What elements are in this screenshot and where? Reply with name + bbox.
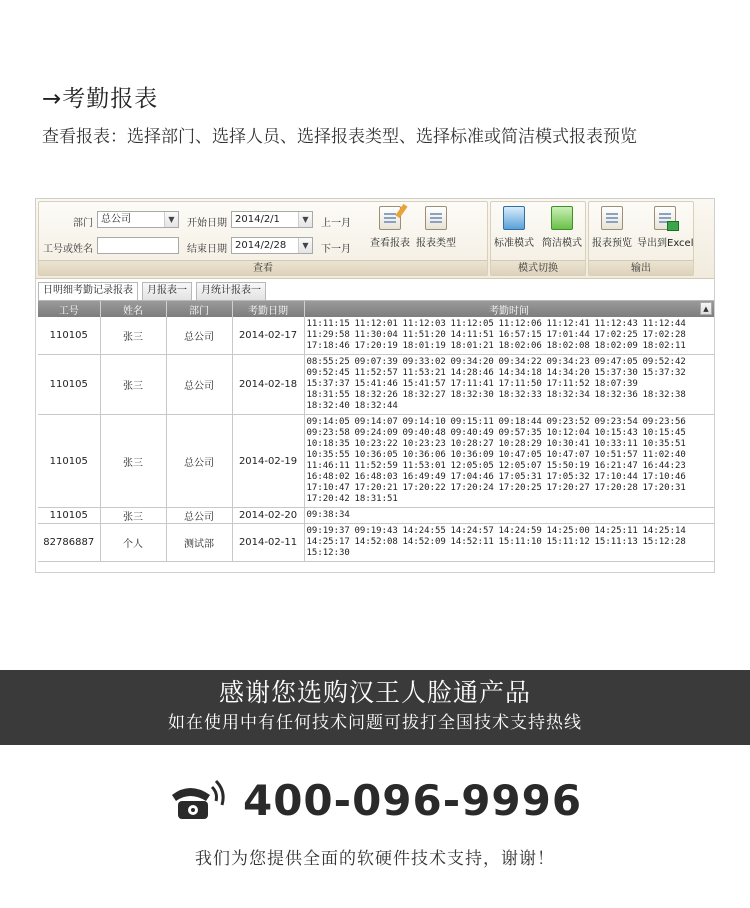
cell-name: 张三 bbox=[100, 415, 166, 508]
time-value: 15:37:37 bbox=[306, 379, 350, 389]
time-value: 18:01:19 bbox=[402, 341, 446, 351]
time-value: 14:52:11 bbox=[450, 537, 494, 547]
report-edit-icon bbox=[379, 206, 401, 230]
time-value: 16:48:02 bbox=[306, 472, 350, 482]
time-value: 10:36:05 bbox=[354, 450, 398, 460]
time-value: 11:53:01 bbox=[402, 461, 446, 471]
time-line bbox=[307, 368, 712, 379]
start-date-picker[interactable] bbox=[231, 211, 313, 228]
department-select[interactable] bbox=[97, 211, 179, 228]
time-line bbox=[307, 450, 712, 461]
time-value: 14:25:17 bbox=[306, 537, 350, 547]
export-excel-label: 导出到Excel bbox=[637, 238, 694, 249]
time-value: 17:20:42 bbox=[306, 494, 350, 504]
time-value: 18:32:36 bbox=[594, 390, 638, 400]
tab-monthly-stats[interactable]: 月统计报表一 bbox=[196, 282, 266, 300]
time-value: 09:23:52 bbox=[546, 417, 590, 427]
banner-title: 感谢您选购汉王人脸通产品 bbox=[218, 678, 531, 707]
department-label: 部门 bbox=[73, 218, 93, 229]
sheet-icon bbox=[551, 206, 573, 230]
time-value: 18:32:38 bbox=[642, 390, 686, 400]
time-value: 09:18:44 bbox=[498, 417, 542, 427]
time-value: 09:38:34 bbox=[306, 510, 350, 520]
time-value: 10:12:04 bbox=[546, 428, 590, 438]
cell-date: 2014-02-17 bbox=[232, 317, 304, 355]
time-line bbox=[307, 461, 712, 472]
id-or-name-label: 工号或姓名 bbox=[43, 244, 93, 255]
time-line bbox=[307, 526, 712, 537]
standard-mode-label: 标准模式 bbox=[494, 238, 534, 249]
time-value: 14:28:46 bbox=[450, 368, 494, 378]
page-description: 查看报表：选择部门、选择人员、选择报表类型、选择标准或简洁模式报表预览 bbox=[42, 127, 637, 147]
time-value: 17:10:47 bbox=[306, 483, 350, 493]
column-header-times[interactable]: 考勤时间 bbox=[304, 301, 714, 317]
table-row[interactable] bbox=[38, 415, 714, 508]
table-row[interactable] bbox=[38, 317, 714, 355]
cell-date: 2014-02-11 bbox=[232, 524, 304, 562]
time-line bbox=[307, 401, 712, 412]
chevron-down-icon: ▼ bbox=[298, 212, 312, 227]
end-date-value: 2014/2/28 bbox=[235, 240, 287, 251]
report-type-button[interactable] bbox=[413, 206, 459, 258]
cell-name: 张三 bbox=[100, 508, 166, 524]
view-report-label: 查看报表 bbox=[370, 238, 410, 249]
time-value: 09:34:20 bbox=[450, 357, 494, 367]
time-value: 18:31:55 bbox=[306, 390, 350, 400]
time-value: 10:36:06 bbox=[402, 450, 446, 460]
time-line bbox=[307, 472, 712, 483]
column-header-department[interactable]: 部门 bbox=[166, 301, 232, 317]
time-value: 14:11:51 bbox=[450, 330, 494, 340]
time-line bbox=[307, 494, 712, 505]
time-value: 11:12:05 bbox=[450, 319, 494, 329]
time-value: 17:20:24 bbox=[450, 483, 494, 493]
time-value: 17:05:31 bbox=[498, 472, 542, 482]
column-header-name[interactable]: 姓名 bbox=[100, 301, 166, 317]
time-value: 14:24:59 bbox=[498, 526, 542, 536]
time-value: 10:28:29 bbox=[498, 439, 542, 449]
start-date-value: 2014/2/1 bbox=[235, 214, 280, 225]
time-value: 12:05:07 bbox=[498, 461, 542, 471]
cell-date: 2014-02-20 bbox=[232, 508, 304, 524]
time-value: 17:01:44 bbox=[546, 330, 590, 340]
time-value: 17:20:27 bbox=[546, 483, 590, 493]
time-value: 11:51:20 bbox=[402, 330, 446, 340]
table-row[interactable] bbox=[38, 355, 714, 415]
cell-id: 110105 bbox=[38, 317, 100, 355]
time-value: 15:41:57 bbox=[402, 379, 446, 389]
time-value: 17:20:21 bbox=[354, 483, 398, 493]
time-value: 14:24:55 bbox=[402, 526, 446, 536]
time-value: 17:05:32 bbox=[546, 472, 590, 482]
time-value: 10:35:55 bbox=[306, 450, 350, 460]
time-value: 14:25:00 bbox=[546, 526, 590, 536]
time-value: 18:31:51 bbox=[354, 494, 398, 504]
report-type-icon bbox=[425, 206, 447, 230]
time-value: 18:32:34 bbox=[546, 390, 590, 400]
time-value: 17:20:19 bbox=[354, 341, 398, 351]
view-group-label: 查看 bbox=[39, 260, 487, 275]
cell-date: 2014-02-19 bbox=[232, 415, 304, 508]
time-value: 09:14:05 bbox=[306, 417, 350, 427]
time-value: 10:51:57 bbox=[594, 450, 638, 460]
time-value: 08:55:25 bbox=[306, 357, 350, 367]
time-line bbox=[307, 319, 712, 330]
time-line bbox=[307, 428, 712, 439]
output-group-label: 输出 bbox=[589, 260, 693, 275]
time-value: 09:33:02 bbox=[402, 357, 446, 367]
time-value: 15:11:10 bbox=[498, 537, 542, 547]
time-line bbox=[307, 548, 712, 559]
time-line bbox=[307, 390, 712, 401]
column-header-date[interactable]: 考勤日期 bbox=[232, 301, 304, 317]
mode-group bbox=[490, 201, 586, 276]
start-date-label: 开始日期 bbox=[187, 218, 227, 229]
time-value: 10:23:22 bbox=[354, 439, 398, 449]
export-icon bbox=[654, 206, 676, 230]
time-value: 10:28:27 bbox=[450, 439, 494, 449]
scroll-up-arrow[interactable]: ▲ bbox=[700, 302, 712, 315]
time-value: 09:52:45 bbox=[306, 368, 350, 378]
time-value: 09:57:35 bbox=[498, 428, 542, 438]
time-line bbox=[307, 537, 712, 548]
time-value: 17:20:28 bbox=[594, 483, 638, 493]
time-value: 11:12:06 bbox=[498, 319, 542, 329]
time-value: 15:37:30 bbox=[594, 368, 638, 378]
time-value: 09:52:42 bbox=[642, 357, 686, 367]
time-value: 15:41:46 bbox=[354, 379, 398, 389]
time-value: 11:12:01 bbox=[354, 319, 398, 329]
time-value: 17:18:46 bbox=[306, 341, 350, 351]
time-value: 17:10:46 bbox=[642, 472, 686, 482]
time-value: 12:05:05 bbox=[450, 461, 494, 471]
time-value: 14:25:11 bbox=[594, 526, 638, 536]
preview-icon bbox=[601, 206, 623, 230]
time-value: 16:21:47 bbox=[594, 461, 638, 471]
table-row[interactable] bbox=[38, 508, 714, 524]
time-value: 18:32:27 bbox=[402, 390, 446, 400]
time-line bbox=[307, 510, 712, 521]
time-value: 16:49:49 bbox=[402, 472, 446, 482]
time-value: 15:11:12 bbox=[546, 537, 590, 547]
time-value: 10:30:41 bbox=[546, 439, 590, 449]
cell-id: 110105 bbox=[38, 508, 100, 524]
time-value: 17:11:41 bbox=[450, 379, 494, 389]
ribbon-toolbar bbox=[36, 199, 714, 279]
cell-name: 张三 bbox=[100, 355, 166, 415]
cell-times bbox=[304, 508, 714, 524]
time-value: 09:24:09 bbox=[354, 428, 398, 438]
time-value: 17:20:31 bbox=[642, 483, 686, 493]
time-value: 09:40:49 bbox=[450, 428, 494, 438]
end-date-label: 结束日期 bbox=[187, 244, 227, 255]
report-type-label: 报表类型 bbox=[416, 238, 456, 249]
time-value: 16:48:03 bbox=[354, 472, 398, 482]
time-value: 14:52:09 bbox=[402, 537, 446, 547]
time-value: 09:34:23 bbox=[546, 357, 590, 367]
time-value: 11:52:59 bbox=[354, 461, 398, 471]
time-value: 17:11:52 bbox=[546, 379, 590, 389]
cell-times bbox=[304, 317, 714, 355]
time-value: 11:30:04 bbox=[354, 330, 398, 340]
cell-department: 总公司 bbox=[166, 415, 232, 508]
banner-subtitle: 如在使用中有任何技术问题可拔打全国技术支持热线 bbox=[168, 713, 582, 733]
report-preview-label: 报表预览 bbox=[592, 238, 632, 249]
view-group bbox=[38, 201, 488, 276]
chevron-down-icon: ▼ bbox=[164, 212, 178, 227]
time-value: 10:47:07 bbox=[546, 450, 590, 460]
time-value: 11:11:15 bbox=[306, 319, 350, 329]
time-value: 11:46:11 bbox=[306, 461, 350, 471]
telephone-icon bbox=[168, 777, 226, 825]
time-value: 11:02:40 bbox=[642, 450, 686, 460]
time-value: 14:34:20 bbox=[546, 368, 590, 378]
cell-department: 总公司 bbox=[166, 355, 232, 415]
time-value: 10:33:11 bbox=[594, 439, 638, 449]
page-heading: →考勤报表 bbox=[42, 86, 159, 112]
time-value: 18:02:09 bbox=[594, 341, 638, 351]
time-value: 11:12:03 bbox=[402, 319, 446, 329]
time-value: 18:01:21 bbox=[450, 341, 494, 351]
time-value: 17:02:28 bbox=[642, 330, 686, 340]
table-icon bbox=[503, 206, 525, 230]
time-value: 09:23:56 bbox=[642, 417, 686, 427]
tab-monthly-report[interactable]: 月报表一 bbox=[142, 282, 192, 300]
hotline-number: 400-096-9996 bbox=[242, 776, 583, 825]
chevron-down-icon: ▼ bbox=[298, 238, 312, 253]
cell-id: 110105 bbox=[38, 355, 100, 415]
time-line bbox=[307, 483, 712, 494]
time-value: 18:32:33 bbox=[498, 390, 542, 400]
time-value: 10:23:23 bbox=[402, 439, 446, 449]
support-footer: 我们为您提供全面的软硬件技术支持，谢谢！ bbox=[195, 849, 555, 869]
time-value: 17:20:25 bbox=[498, 483, 542, 493]
time-value: 15:50:19 bbox=[546, 461, 590, 471]
time-value: 09:23:54 bbox=[594, 417, 638, 427]
time-value: 10:47:05 bbox=[498, 450, 542, 460]
time-value: 09:15:11 bbox=[450, 417, 494, 427]
time-value: 09:34:22 bbox=[498, 357, 542, 367]
department-value: 总公司 bbox=[101, 214, 131, 225]
time-value: 17:10:44 bbox=[594, 472, 638, 482]
time-value: 14:52:08 bbox=[354, 537, 398, 547]
prev-month-button[interactable]: 上一月 bbox=[321, 218, 351, 229]
mode-group-label: 模式切换 bbox=[491, 260, 585, 275]
time-value: 14:25:14 bbox=[642, 526, 686, 536]
time-value: 10:36:09 bbox=[450, 450, 494, 460]
time-value: 11:29:58 bbox=[306, 330, 350, 340]
cell-id: 110105 bbox=[38, 415, 100, 508]
time-value: 18:02:11 bbox=[642, 341, 686, 351]
time-value: 09:14:10 bbox=[402, 417, 446, 427]
cell-department: 总公司 bbox=[166, 317, 232, 355]
time-value: 18:32:40 bbox=[306, 401, 350, 411]
time-value: 11:12:43 bbox=[594, 319, 638, 329]
time-value: 10:35:51 bbox=[642, 439, 686, 449]
time-value: 10:18:35 bbox=[306, 439, 350, 449]
output-group bbox=[588, 201, 694, 276]
cell-id: 82786887 bbox=[38, 524, 100, 562]
time-value: 15:12:30 bbox=[306, 548, 350, 558]
time-line bbox=[307, 357, 712, 368]
time-value: 14:24:57 bbox=[450, 526, 494, 536]
time-value: 18:32:30 bbox=[450, 390, 494, 400]
thanks-banner bbox=[0, 670, 750, 745]
next-month-button[interactable]: 下一月 bbox=[321, 244, 351, 255]
time-value: 18:02:06 bbox=[498, 341, 542, 351]
cell-name: 个人 bbox=[100, 524, 166, 562]
view-report-button[interactable] bbox=[367, 206, 413, 258]
time-line bbox=[307, 341, 712, 352]
cell-name: 张三 bbox=[100, 317, 166, 355]
time-value: 10:15:45 bbox=[642, 428, 686, 438]
table-row[interactable] bbox=[38, 524, 714, 562]
time-value: 18:02:08 bbox=[546, 341, 590, 351]
export-excel-button[interactable] bbox=[637, 206, 693, 258]
time-value: 15:12:28 bbox=[642, 537, 686, 547]
time-value: 17:04:46 bbox=[450, 472, 494, 482]
time-value: 15:11:13 bbox=[594, 537, 638, 547]
report-preview-button[interactable] bbox=[589, 206, 635, 258]
hotline-row bbox=[0, 776, 750, 836]
time-value: 11:53:21 bbox=[402, 368, 446, 378]
cell-times bbox=[304, 415, 714, 508]
time-value: 17:20:22 bbox=[402, 483, 446, 493]
time-value: 14:34:18 bbox=[498, 368, 542, 378]
column-header-id[interactable]: 工号 bbox=[38, 301, 100, 317]
end-date-picker[interactable] bbox=[231, 237, 313, 254]
cell-times bbox=[304, 355, 714, 415]
simple-mode-label: 简洁模式 bbox=[542, 238, 582, 249]
time-value: 11:12:44 bbox=[642, 319, 686, 329]
time-value: 09:19:43 bbox=[354, 526, 398, 536]
cell-times bbox=[304, 524, 714, 562]
standard-mode-button[interactable] bbox=[491, 206, 537, 258]
time-value: 09:47:05 bbox=[594, 357, 638, 367]
simple-mode-button[interactable] bbox=[539, 206, 585, 258]
id-or-name-input[interactable] bbox=[97, 237, 179, 254]
tab-daily-detail[interactable]: 日明细考勤记录报表 bbox=[38, 282, 138, 301]
time-line bbox=[307, 439, 712, 450]
time-value: 15:37:32 bbox=[642, 368, 686, 378]
time-value: 11:12:41 bbox=[546, 319, 590, 329]
time-value: 09:07:39 bbox=[354, 357, 398, 367]
time-value: 09:19:37 bbox=[306, 526, 350, 536]
time-value: 17:11:50 bbox=[498, 379, 542, 389]
time-value: 11:52:57 bbox=[354, 368, 398, 378]
time-line bbox=[307, 417, 712, 428]
time-value: 16:57:15 bbox=[498, 330, 542, 340]
time-value: 18:32:44 bbox=[354, 401, 398, 411]
time-value: 18:07:39 bbox=[594, 379, 638, 389]
time-value: 18:32:26 bbox=[354, 390, 398, 400]
attendance-grid bbox=[38, 300, 714, 573]
time-value: 09:14:07 bbox=[354, 417, 398, 427]
cell-department: 总公司 bbox=[166, 508, 232, 524]
app-window bbox=[35, 198, 715, 573]
time-value: 10:15:43 bbox=[594, 428, 638, 438]
time-line bbox=[307, 379, 712, 390]
time-value: 16:44:23 bbox=[642, 461, 686, 471]
cell-department: 测试部 bbox=[166, 524, 232, 562]
time-value: 17:02:25 bbox=[594, 330, 638, 340]
cell-date: 2014-02-18 bbox=[232, 355, 304, 415]
time-line bbox=[307, 330, 712, 341]
time-value: 09:23:58 bbox=[306, 428, 350, 438]
time-value: 09:40:48 bbox=[402, 428, 446, 438]
